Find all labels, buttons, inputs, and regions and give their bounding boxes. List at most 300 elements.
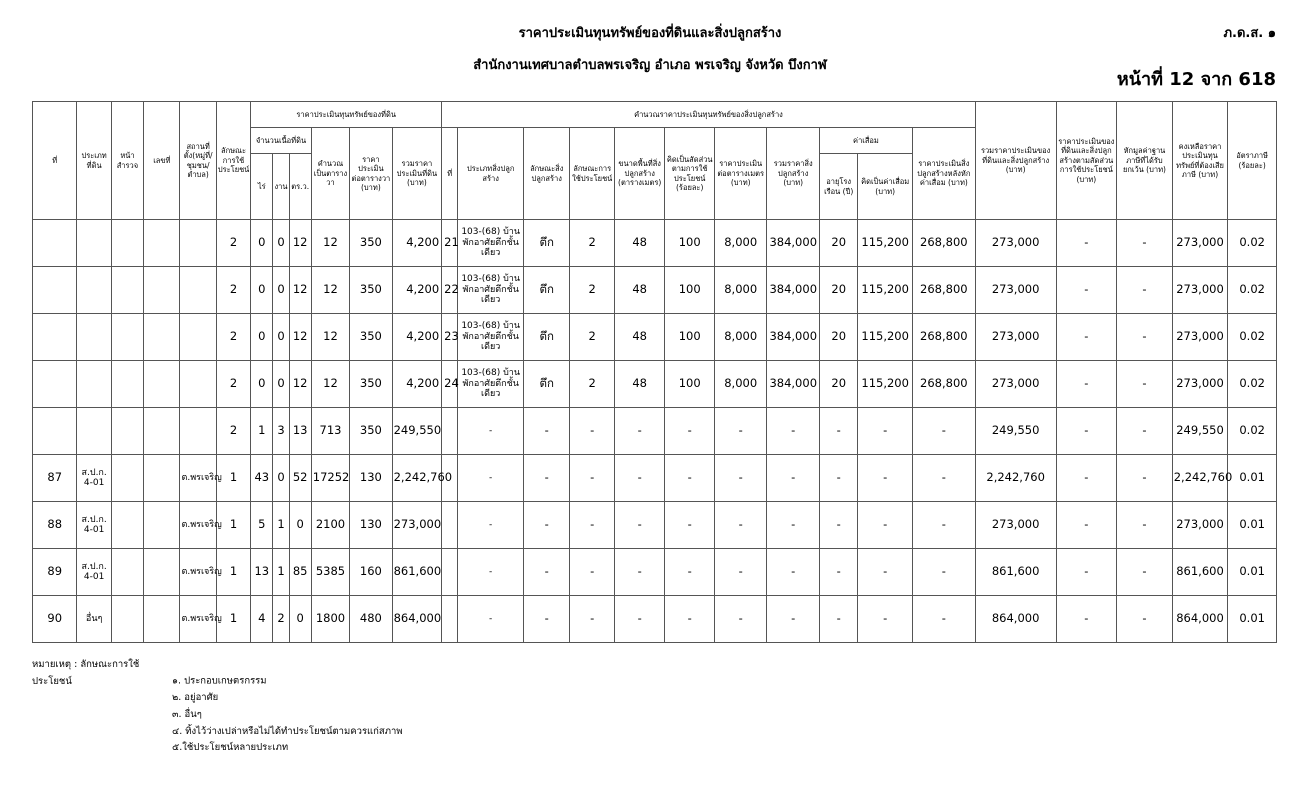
cell-building-size: 48: [614, 361, 665, 408]
footnote-item: ๔. ทิ้งไว้ว่างเปล่าหรือไม่ได้ทำประโยชน์ตามควรแก่สภาพ: [172, 725, 403, 737]
header-building-usage: ลักษณะการใช้ประโยชน์: [570, 128, 614, 220]
cell-wa: 12: [289, 314, 311, 361]
cell-dep-amount: -: [858, 549, 913, 596]
cell-land-total: 861,600: [392, 549, 442, 596]
cell-mixed: -: [1056, 361, 1117, 408]
cell-building-usage: -: [570, 455, 614, 502]
cell-location: [180, 408, 216, 455]
header-group-land: ราคาประเมินทุนทรัพย์ของที่ดิน: [251, 102, 442, 128]
cell-land-type: ส.ป.ก. 4-01: [77, 549, 111, 596]
cell-building-pct: 100: [665, 267, 715, 314]
cell-usage: 1: [216, 455, 250, 502]
cell-total-wa: 12: [311, 361, 349, 408]
cell-building-pct: -: [665, 596, 715, 643]
cell-usage: 1: [216, 549, 250, 596]
cell-building-size: 48: [614, 220, 665, 267]
cell-ngan: 0: [273, 361, 289, 408]
header-taxable: คงเหลือราคาประเมินทุนทรัพย์ที่ต้องเสียภาษี (บาท): [1172, 102, 1228, 220]
cell-survey-page: [111, 549, 143, 596]
cell-location: ต.พรเจริญ: [180, 549, 216, 596]
cell-taxable: 861,600: [1172, 549, 1228, 596]
cell-building-net: 268,800: [912, 267, 975, 314]
footnote-item: ๑. ประกอบเกษตรกรรม: [172, 675, 267, 687]
header-no: ที่: [33, 102, 77, 220]
cell-mixed: -: [1056, 455, 1117, 502]
cell-building-pct: -: [665, 502, 715, 549]
cell-grand-total: 273,000: [975, 314, 1056, 361]
table-row: [33, 408, 1277, 455]
cell-deduct: -: [1117, 314, 1173, 361]
cell-land-total: 4,200: [392, 361, 442, 408]
cell-age: 20: [820, 361, 858, 408]
cell-usage: 2: [216, 267, 250, 314]
cell-grand-total: 249,550: [975, 408, 1056, 455]
cell-taxable: 249,550: [1172, 408, 1228, 455]
header-dep-amount: คิดเป็นค่าเสื่อม (บาท): [858, 154, 913, 220]
cell-building-total: 384,000: [767, 361, 820, 408]
cell-building-kind: -: [524, 549, 570, 596]
header-land-total: รวมราคาประเมินที่ดิน (บาท): [392, 128, 442, 220]
cell-building-price-m2: -: [714, 502, 767, 549]
table-row: [33, 502, 1277, 549]
cell-wa: 0: [289, 502, 311, 549]
cell-number: [144, 314, 180, 361]
cell-dep-amount: 115,200: [858, 267, 913, 314]
cell-mixed: -: [1056, 408, 1117, 455]
header-survey-page: หน้าสำรวจ: [111, 102, 143, 220]
cell-building-price-m2: 8,000: [714, 267, 767, 314]
cell-price-per-wa: 480: [350, 596, 392, 643]
cell-age: -: [820, 596, 858, 643]
cell-rai: 0: [251, 220, 273, 267]
cell-ngan: 1: [273, 502, 289, 549]
header-building-size: ขนาดพื้นที่สิ่งปลูกสร้าง (ตารางเมตร): [614, 128, 665, 220]
cell-rai: 5: [251, 502, 273, 549]
header-grand-total: รวมราคาประเมินของที่ดินและสิ่งปลูกสร้าง (บาท): [975, 102, 1056, 220]
cell-ngan: 0: [273, 314, 289, 361]
cell-price-per-wa: 130: [350, 455, 392, 502]
cell-location: [180, 361, 216, 408]
cell-deduct: -: [1117, 361, 1173, 408]
cell-mixed: -: [1056, 549, 1117, 596]
cell-survey-page: [111, 314, 143, 361]
cell-land-total: 4,200: [392, 314, 442, 361]
header-total-wa: คำนวณเป็นตารางวา: [311, 128, 349, 220]
cell-rai: 13: [251, 549, 273, 596]
cell-building-total: -: [767, 455, 820, 502]
cell-building-usage: 2: [570, 220, 614, 267]
cell-building-net: 268,800: [912, 220, 975, 267]
cell-deduct: -: [1117, 549, 1173, 596]
cell-land-total: 4,200: [392, 220, 442, 267]
cell-land-type: ส.ป.ก. 4-01: [77, 455, 111, 502]
cell-building-kind: -: [524, 502, 570, 549]
cell-mixed: -: [1056, 220, 1117, 267]
table-row: [33, 455, 1277, 502]
cell-price-per-wa: 350: [350, 267, 392, 314]
cell-land-type: [77, 220, 111, 267]
cell-building-type: 103-(68) บ้านพักอาศัยตึกชั้นเดียว: [458, 314, 524, 361]
table-row: [33, 361, 1277, 408]
cell-building-kind: -: [524, 455, 570, 502]
cell-survey-page: [111, 596, 143, 643]
cell-building-type: -: [458, 549, 524, 596]
cell-building-no: [442, 549, 458, 596]
cell-building-no: 23: [442, 314, 458, 361]
cell-building-type: -: [458, 502, 524, 549]
cell-usage: 1: [216, 596, 250, 643]
cell-building-net: -: [912, 549, 975, 596]
cell-building-pct: 100: [665, 361, 715, 408]
cell-ngan: 0: [273, 220, 289, 267]
cell-survey-page: [111, 455, 143, 502]
cell-location: ต.พรเจริญ: [180, 455, 216, 502]
cell-land-total: 4,200: [392, 267, 442, 314]
cell-building-usage: -: [570, 549, 614, 596]
cell-building-pct: -: [665, 455, 715, 502]
page-indicator: หน้าที่ 12 จาก 618: [1116, 69, 1276, 90]
header-rai: ไร่: [251, 154, 273, 220]
footnote-item: ๓. อื่นๆ: [172, 708, 202, 720]
cell-wa: 13: [289, 408, 311, 455]
cell-usage: 2: [216, 220, 250, 267]
cell-building-usage: 2: [570, 361, 614, 408]
cell-total-wa: 17252: [311, 455, 349, 502]
table-row: [33, 314, 1277, 361]
cell-wa: 12: [289, 361, 311, 408]
cell-building-size: -: [614, 502, 665, 549]
cell-wa: 12: [289, 267, 311, 314]
cell-total-wa: 1800: [311, 596, 349, 643]
cell-building-usage: 2: [570, 267, 614, 314]
cell-total-wa: 12: [311, 314, 349, 361]
cell-location: ต.พรเจริญ: [180, 502, 216, 549]
cell-building-net: -: [912, 408, 975, 455]
header-price-per-wa: ราคาประเมินต่อตารางวา (บาท): [350, 128, 392, 220]
table-row: [33, 267, 1277, 314]
cell-price-per-wa: 160: [350, 549, 392, 596]
cell-wa: 85: [289, 549, 311, 596]
cell-survey-page: [111, 220, 143, 267]
cell-total-wa: 5385: [311, 549, 349, 596]
cell-building-type: -: [458, 596, 524, 643]
cell-number: [144, 502, 180, 549]
cell-building-price-m2: 8,000: [714, 220, 767, 267]
cell-building-no: 24: [442, 361, 458, 408]
header-building-no: ที่: [442, 128, 458, 220]
header-wa: ตร.ว.: [289, 154, 311, 220]
cell-age: 20: [820, 220, 858, 267]
cell-land-type: [77, 361, 111, 408]
header-ngan: งาน: [273, 154, 289, 220]
cell-no: [33, 361, 77, 408]
cell-age: -: [820, 549, 858, 596]
cell-land-total: 249,550: [392, 408, 442, 455]
cell-rate: 0.02: [1228, 408, 1277, 455]
cell-building-size: -: [614, 408, 665, 455]
form-code: ภ.ด.ส. ๑: [1223, 26, 1276, 41]
cell-grand-total: 2,242,760: [975, 455, 1056, 502]
cell-building-pct: 100: [665, 220, 715, 267]
cell-building-no: 21: [442, 220, 458, 267]
cell-building-total: 384,000: [767, 220, 820, 267]
cell-deduct: -: [1117, 408, 1173, 455]
cell-land-type: อื่นๆ: [77, 596, 111, 643]
cell-no: [33, 220, 77, 267]
cell-building-price-m2: -: [714, 596, 767, 643]
cell-age: 20: [820, 314, 858, 361]
cell-number: [144, 361, 180, 408]
cell-usage: 2: [216, 361, 250, 408]
header-building-type: ประเภทสิ่งปลูกสร้าง: [458, 128, 524, 220]
cell-land-type: ส.ป.ก. 4-01: [77, 502, 111, 549]
footnote-label: หมายเหตุ : ลักษณะการใช้ประโยชน์: [32, 659, 140, 687]
cell-taxable: 2,242,760: [1172, 455, 1228, 502]
cell-no: [33, 314, 77, 361]
header-group-area: จำนวนเนื้อที่ดิน: [251, 128, 312, 154]
cell-rate: 0.02: [1228, 267, 1277, 314]
cell-ngan: 2: [273, 596, 289, 643]
header-land-type: ประเภทที่ดิน: [77, 102, 111, 220]
cell-rate: 0.02: [1228, 314, 1277, 361]
cell-no: 90: [33, 596, 77, 643]
cell-deduct: -: [1117, 502, 1173, 549]
cell-building-price-m2: 8,000: [714, 314, 767, 361]
cell-mixed: -: [1056, 502, 1117, 549]
cell-rate: 0.02: [1228, 361, 1277, 408]
document-subtitle: สำนักงานเทศบาลตำบลพรเจริญ อำเภอ พรเจริญ จังหวัด บึงกาฬ: [473, 58, 827, 73]
cell-taxable: 273,000: [1172, 314, 1228, 361]
cell-rai: 1: [251, 408, 273, 455]
header-group-building: คำนวณราคาประเมินทุนทรัพย์ของสิ่งปลูกสร้าง: [442, 102, 976, 128]
cell-grand-total: 273,000: [975, 502, 1056, 549]
cell-building-size: -: [614, 596, 665, 643]
cell-building-size: -: [614, 455, 665, 502]
cell-building-kind: ตึก: [524, 314, 570, 361]
footnote-item: ๒. อยู่อาศัย: [172, 692, 219, 704]
cell-building-total: -: [767, 502, 820, 549]
cell-ngan: 3: [273, 408, 289, 455]
cell-building-price-m2: -: [714, 549, 767, 596]
cell-mixed: -: [1056, 314, 1117, 361]
cell-land-total: 273,000: [392, 502, 442, 549]
header-location: สถานที่ตั้ง(หมู่ที่/ชุมชน/ตำบล): [180, 102, 216, 220]
cell-location: ต.พรเจริญ: [180, 596, 216, 643]
cell-survey-page: [111, 408, 143, 455]
cell-building-usage: 2: [570, 314, 614, 361]
cell-land-total: 864,000: [392, 596, 442, 643]
cell-building-total: 384,000: [767, 314, 820, 361]
cell-ngan: 1: [273, 549, 289, 596]
cell-rai: 4: [251, 596, 273, 643]
cell-land-type: [77, 267, 111, 314]
cell-usage: 2: [216, 408, 250, 455]
cell-building-no: [442, 502, 458, 549]
table-body: [33, 220, 1277, 643]
cell-building-size: -: [614, 549, 665, 596]
cell-grand-total: 864,000: [975, 596, 1056, 643]
cell-building-type: -: [458, 455, 524, 502]
cell-survey-page: [111, 502, 143, 549]
cell-building-size: 48: [614, 267, 665, 314]
cell-survey-page: [111, 267, 143, 314]
cell-location: [180, 220, 216, 267]
cell-total-wa: 12: [311, 220, 349, 267]
cell-rate: 0.01: [1228, 455, 1277, 502]
cell-rai: 43: [251, 455, 273, 502]
cell-location: [180, 314, 216, 361]
cell-age: 20: [820, 267, 858, 314]
header-rate: อัตราภาษี (ร้อยละ): [1228, 102, 1277, 220]
cell-wa: 52: [289, 455, 311, 502]
cell-grand-total: 273,000: [975, 220, 1056, 267]
cell-price-per-wa: 130: [350, 502, 392, 549]
cell-no: 89: [33, 549, 77, 596]
footnote-item: ๕.ใช้ประโยชน์หลายประเภท: [172, 742, 289, 754]
cell-age: -: [820, 455, 858, 502]
cell-building-pct: -: [665, 408, 715, 455]
header-building-pct: คิดเป็นสัดส่วนตามการใช้ประโยชน์ (ร้อยละ): [665, 128, 715, 220]
cell-location: [180, 267, 216, 314]
cell-building-kind: ตึก: [524, 220, 570, 267]
cell-dep-amount: -: [858, 502, 913, 549]
cell-dep-amount: -: [858, 455, 913, 502]
cell-dep-amount: 115,200: [858, 361, 913, 408]
cell-rai: 0: [251, 361, 273, 408]
cell-deduct: -: [1117, 455, 1173, 502]
cell-building-price-m2: 8,000: [714, 361, 767, 408]
cell-land-type: [77, 314, 111, 361]
cell-building-price-m2: -: [714, 408, 767, 455]
header-building-total: รวมราคาสิ่งปลูกสร้าง (บาท): [767, 128, 820, 220]
cell-rate: 0.01: [1228, 549, 1277, 596]
cell-number: [144, 220, 180, 267]
table-row: [33, 549, 1277, 596]
assessment-table: [32, 101, 1277, 643]
cell-building-net: 268,800: [912, 314, 975, 361]
cell-building-type: 103-(68) บ้านพักอาศัยตึกชั้นเดียว: [458, 220, 524, 267]
header-deduct: หักมูลค่าฐานภาษีที่ได้รับยกเว้น (บาท): [1117, 102, 1173, 220]
header-mixed: ราคาประเมินของที่ดินและสิ่งปลูกสร้างตามสัดส่วนการใช้ประโยชน์ (บาท): [1056, 102, 1117, 220]
cell-building-kind: -: [524, 596, 570, 643]
cell-age: -: [820, 502, 858, 549]
cell-wa: 0: [289, 596, 311, 643]
cell-rai: 0: [251, 314, 273, 361]
cell-building-pct: 100: [665, 314, 715, 361]
cell-number: [144, 549, 180, 596]
cell-building-total: 384,000: [767, 267, 820, 314]
cell-taxable: 273,000: [1172, 267, 1228, 314]
cell-usage: 1: [216, 502, 250, 549]
cell-wa: 12: [289, 220, 311, 267]
cell-grand-total: 273,000: [975, 361, 1056, 408]
cell-no: 88: [33, 502, 77, 549]
cell-building-no: 22: [442, 267, 458, 314]
cell-dep-amount: -: [858, 408, 913, 455]
cell-taxable: 864,000: [1172, 596, 1228, 643]
cell-dep-amount: 115,200: [858, 314, 913, 361]
cell-total-wa: 2100: [311, 502, 349, 549]
cell-mixed: -: [1056, 596, 1117, 643]
cell-grand-total: 861,600: [975, 549, 1056, 596]
cell-taxable: 273,000: [1172, 502, 1228, 549]
cell-building-kind: -: [524, 408, 570, 455]
cell-building-net: -: [912, 502, 975, 549]
cell-number: [144, 455, 180, 502]
cell-building-kind: ตึก: [524, 361, 570, 408]
header-usage: ลักษณะการใช้ประโยชน์: [216, 102, 250, 220]
cell-land-total: 2,242,760: [392, 455, 442, 502]
table-row: [33, 596, 1277, 643]
header-number: เลขที่: [144, 102, 180, 220]
cell-price-per-wa: 350: [350, 314, 392, 361]
cell-no: [33, 408, 77, 455]
header-age: อายุโรงเรือน (ปี): [820, 154, 858, 220]
cell-ngan: 0: [273, 455, 289, 502]
cell-rai: 0: [251, 267, 273, 314]
cell-no: [33, 267, 77, 314]
cell-building-price-m2: -: [714, 455, 767, 502]
cell-number: [144, 596, 180, 643]
cell-no: 87: [33, 455, 77, 502]
cell-ngan: 0: [273, 267, 289, 314]
cell-building-usage: -: [570, 596, 614, 643]
cell-total-wa: 713: [311, 408, 349, 455]
cell-building-no: [442, 596, 458, 643]
header-building-price-m2: ราคาประเมินต่อตารางเมตร (บาท): [714, 128, 767, 220]
cell-taxable: 273,000: [1172, 361, 1228, 408]
cell-price-per-wa: 350: [350, 220, 392, 267]
cell-rate: 0.01: [1228, 596, 1277, 643]
cell-age: -: [820, 408, 858, 455]
cell-building-type: -: [458, 408, 524, 455]
cell-building-net: 268,800: [912, 361, 975, 408]
header-building-net: ราคาประเมินสิ่งปลูกสร้างหลังหักค่าเสื่อม (บาท): [912, 128, 975, 220]
cell-building-type: 103-(68) บ้านพักอาศัยตึกชั้นเดียว: [458, 267, 524, 314]
cell-survey-page: [111, 361, 143, 408]
cell-dep-amount: 115,200: [858, 220, 913, 267]
cell-usage: 2: [216, 314, 250, 361]
header-group-depreciation: ค่าเสื่อม: [820, 128, 913, 154]
cell-building-total: -: [767, 549, 820, 596]
table-row: [33, 220, 1277, 267]
cell-building-pct: -: [665, 549, 715, 596]
cell-building-type: 103-(68) บ้านพักอาศัยตึกชั้นเดียว: [458, 361, 524, 408]
header-building-kind: ลักษณะสิ่งปลูกสร้าง: [524, 128, 570, 220]
cell-building-total: -: [767, 408, 820, 455]
document-title: ราคาประเมินทุนทรัพย์ของที่ดินและสิ่งปลูกสร้าง: [518, 26, 782, 41]
cell-building-net: -: [912, 596, 975, 643]
cell-building-total: -: [767, 596, 820, 643]
cell-deduct: -: [1117, 267, 1173, 314]
cell-total-wa: 12: [311, 267, 349, 314]
cell-number: [144, 267, 180, 314]
cell-grand-total: 273,000: [975, 267, 1056, 314]
cell-deduct: -: [1117, 220, 1173, 267]
cell-taxable: 273,000: [1172, 220, 1228, 267]
cell-mixed: -: [1056, 267, 1117, 314]
cell-land-type: [77, 408, 111, 455]
cell-price-per-wa: 350: [350, 361, 392, 408]
cell-building-kind: ตึก: [524, 267, 570, 314]
cell-building-size: 48: [614, 314, 665, 361]
cell-rate: 0.01: [1228, 502, 1277, 549]
cell-deduct: -: [1117, 596, 1173, 643]
footnote: [32, 657, 403, 757]
cell-price-per-wa: 350: [350, 408, 392, 455]
cell-number: [144, 408, 180, 455]
cell-building-net: -: [912, 455, 975, 502]
